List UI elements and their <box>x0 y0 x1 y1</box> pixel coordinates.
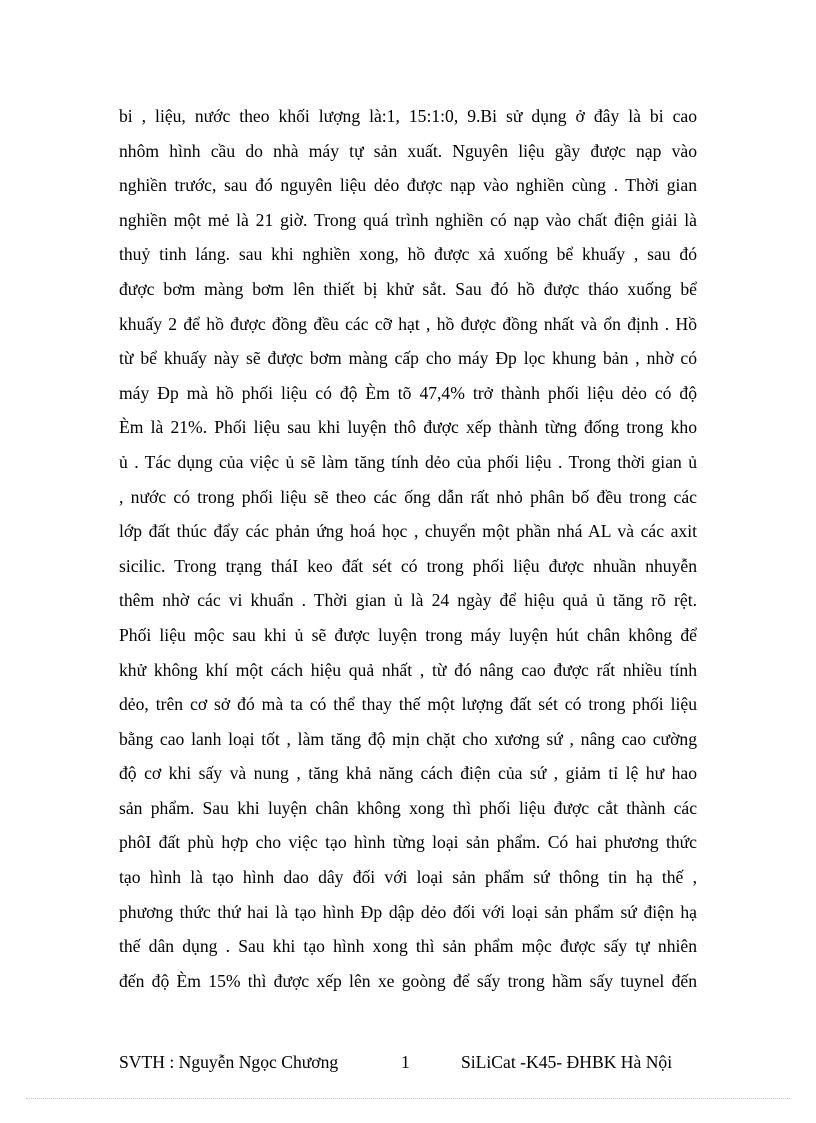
text-line: được bơm màng bơm lên thiết bị khử sắt. Sau đó hồ được tháo xuống bể <box>119 278 697 299</box>
footer-page-number: 1 <box>401 1052 410 1072</box>
text-line: Phối liệu mộc sau khi ủ sẽ được luyện trong máy luyện hút chân không để <box>119 624 697 645</box>
text-line: từ bể khuấy này sẽ được bơm màng cấp cho máy Đp lọc khung bản , nhờ có <box>119 348 697 369</box>
text-line: Èm là 21%. Phối liệu sau khi luyện thô được xếp thành từng đống trong kho <box>119 417 697 438</box>
text-line: độ cơ khi sấy và nung , tăng khả năng cách điện của sứ , giảm tỉ lệ hư hao <box>119 763 697 784</box>
footer-affiliation: SiLiCat -K45- ĐHBK Hà Nội <box>461 1052 673 1072</box>
text-line: nghiền một mẻ là 21 giờ. Trong quá trình nghiền có nạp vào chất điện giải là <box>119 209 697 230</box>
text-line: máy Đp mà hồ phối liệu có độ Èm tõ 47,4% trở thành phối liệu dẻo có độ <box>119 382 697 403</box>
text-line: đến độ Èm 15% thì được xếp lên xe goòng để sấy trong hầm sấy tuynel đến <box>119 970 697 991</box>
text-line: nhôm hình cầu do nhà máy tự sản xuất. Nguyên liệu gầy được nạp vào <box>119 140 697 161</box>
page-bottom-divider <box>26 1098 790 1099</box>
text-line: tạo hình là tạo hình dao dây đối với loại sản phẩm sứ thông tin hạ thế , <box>119 867 697 888</box>
page-footer <box>119 1049 697 1075</box>
text-line: ủ . Tác dụng của việc ủ sẽ làm tăng tính dẻo của phối liệu . Trong thời gian ủ <box>119 451 697 472</box>
text-line: phương thức thứ hai là tạo hình Đp dập dẻo đối với loại sản phẩm sứ điện hạ <box>119 901 697 922</box>
text-line: lớp đất thúc đẩy các phản ứng hoá học , chuyển một phần nhá AL và các axit <box>119 521 697 542</box>
text-line: sản phẩm. Sau khi luyện chân không xong thì phối liệu được cắt thành các <box>119 797 697 818</box>
footer-author: SVTH : Nguyễn Ngọc Chương <box>119 1052 339 1072</box>
text-line: , nước có trong phối liệu sẽ theo các ống dẫn rất nhỏ phân bố đều trong các <box>119 486 697 507</box>
text-line: thêm nhờ các vi khuẩn . Thời gian ủ là 24 ngày để hiệu quả ủ tăng rõ rệt. <box>119 590 697 611</box>
body-text <box>119 99 697 998</box>
text-line: nghiền trước, sau đó nguyên liệu dẻo được nạp vào nghiền cùng . Thời gian <box>119 175 697 196</box>
text-line: thuỷ tinh láng. sau khi nghiền xong, hồ được xả xuống bể khuấy , sau đó <box>119 244 697 265</box>
text-line: dẻo, trên cơ sở đó mà ta có thể thay thế một lượng đất sét có trong phối liệu <box>119 694 697 715</box>
text-line: bằng cao lanh loại tốt , làm tăng độ mịn chặt cho xương sứ , nâng cao cường <box>119 728 697 749</box>
text-line: khử không khí một cách hiệu quả nhất , từ đó nâng cao được rất nhiều tính <box>119 659 697 680</box>
text-line: phôI đất phù hợp cho việc tạo hình từng loại sản phẩm. Có hai phương thức <box>119 832 697 853</box>
text-line: thế dân dụng . Sau khi tạo hình xong thì sản phẩm mộc được sấy tự nhiên <box>119 936 697 957</box>
text-line: khuấy 2 để hồ được đồng đều các cỡ hạt , hồ được đồng nhất và ổn định . Hồ <box>119 313 697 334</box>
text-line: sicilic. Trong trạng tháI keo đất sét có trong phối liệu được nhuần nhuyễn <box>119 555 697 576</box>
text-line: bi , liệu, nước theo khối lượng là:1, 15:1:0, 9.Bi sử dụng ở đây là bi cao <box>119 106 697 126</box>
